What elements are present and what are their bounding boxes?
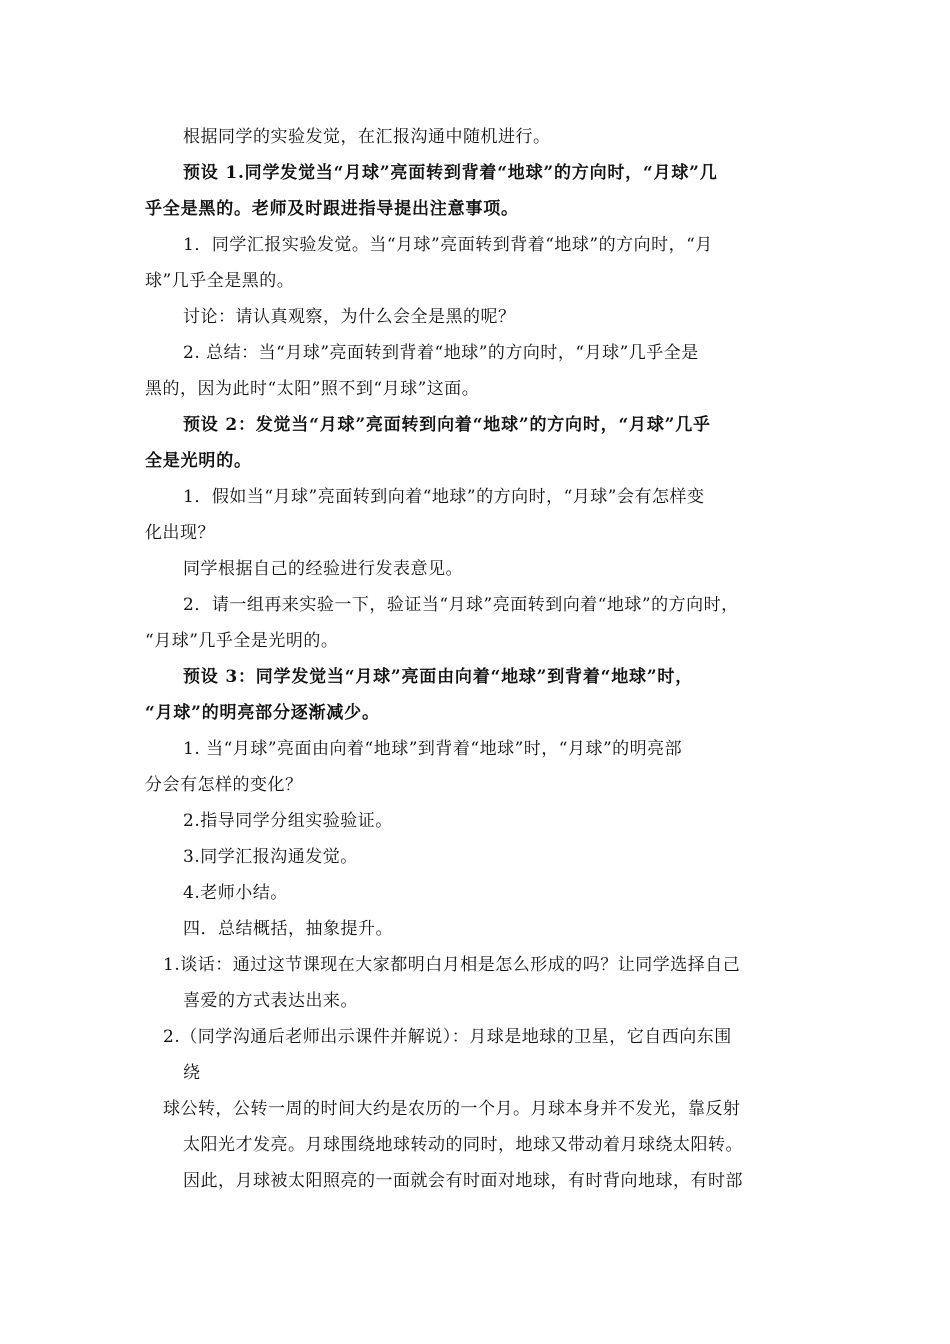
paragraph-line: 1. 当“月球”亮面由向着“地球”到背着“地球”时，“月球”的明亮部: [183, 739, 683, 759]
preset-heading-line: “月球”的明亮部分逐渐减少。: [145, 703, 380, 723]
paragraph-line: 2.指导同学分组实验验证。: [183, 811, 393, 831]
paragraph-line: 化出现？: [145, 523, 215, 543]
paragraph-line: 2. 总结：当“月球”亮面转到背着“地球”的方向时，“月球”几乎全是: [183, 343, 699, 363]
paragraph-line: 分会有怎样的变化？: [145, 775, 303, 795]
paragraph-line: 太阳光才发亮。月球围绕地球转动的同时，地球又带动着月球绕太阳转。: [183, 1135, 743, 1155]
paragraph-line: 讨论：请认真观察，为什么会全是黑的呢？: [183, 307, 516, 327]
paragraph-line: 球”几乎全是黑的。: [145, 271, 295, 291]
preset-heading-line: 全是光明的。: [145, 451, 252, 471]
paragraph-line: 同学根据自己的经验进行发表意见。: [183, 559, 463, 579]
paragraph-line: 绕: [183, 1063, 201, 1083]
paragraph-line: 因此，月球被太阳照亮的一面就会有时面对地球，有时背向地球，有时部: [183, 1171, 743, 1191]
preset-heading-line: 预设 1.同学发觉当“月球”亮面转到背着“地球”的方向时，“月球”几: [183, 163, 718, 183]
preset-heading-line: 预设 3：同学发觉当“月球”亮面由向着“地球”到背着“地球”时，: [183, 667, 694, 687]
preset-heading-line: 乎全是黑的。老师及时跟进指导提出注意事项。: [145, 199, 519, 219]
paragraph-line: 3.同学汇报沟通发觉。: [183, 847, 358, 867]
paragraph-line: 喜爱的方式表达出来。: [183, 991, 358, 1011]
paragraph-line: 黑的，因为此时“太阳”照不到“月球”这面。: [145, 379, 480, 399]
paragraph-line: 2．请一组再来实验一下，验证当“月球”亮面转到向着“地球”的方向时，: [183, 595, 739, 615]
paragraph-line: 4.老师小结。: [183, 883, 288, 903]
paragraph-line: 1.谈话：通过这节课现在大家都明白月相是怎么形成的吗？让同学选择自己: [163, 955, 741, 975]
paragraph-line: 1．假如当“月球”亮面转到向着“地球”的方向时，“月球”会有怎样变: [183, 487, 705, 507]
paragraph-line: 球公转，公转一周的时间大约是农历的一个月。月球本身并不发光，靠反射: [163, 1099, 741, 1119]
paragraph-line: 根据同学的实验发觉，在汇报沟通中随机进行。: [183, 127, 551, 147]
paragraph-line: 1．同学汇报实验发觉。当“月球”亮面转到背着“地球”的方向时，“月: [183, 235, 713, 255]
paragraph-line: 2.（同学沟通后老师出示课件并解说）：月球是地球的卫星，它自西向东围: [163, 1027, 732, 1047]
section-heading: 四．总结概括，抽象提升。: [183, 919, 393, 939]
preset-heading-line: 预设 2：发觉当“月球”亮面转到向着“地球”的方向时，“月球”几乎: [183, 415, 711, 435]
paragraph-line: “月球”几乎全是光明的。: [145, 631, 339, 651]
